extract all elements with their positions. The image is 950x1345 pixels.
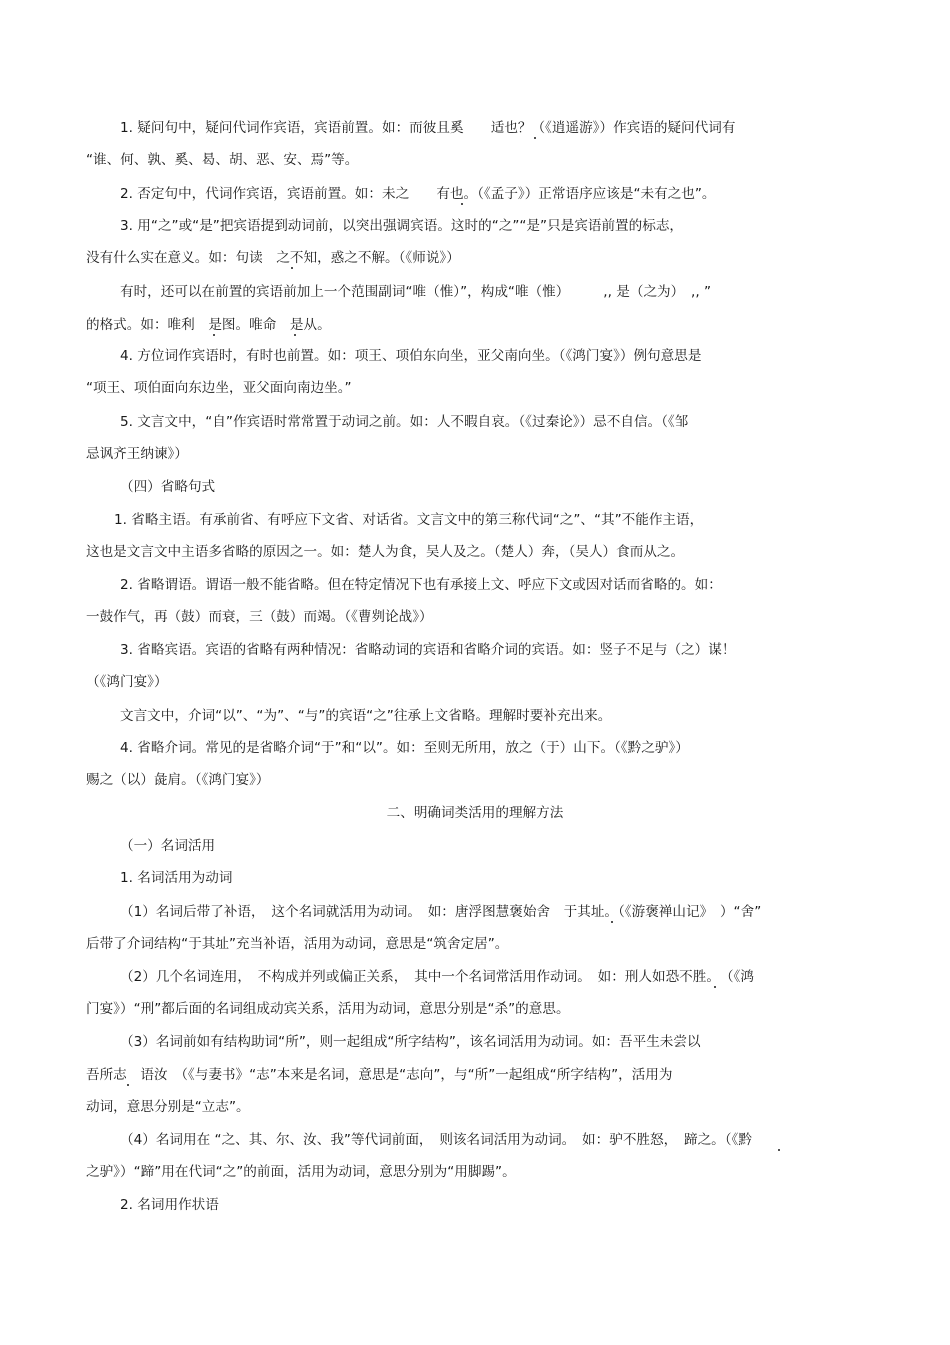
text-line: 2. 否定句中，代词作宾语，宾语前置。如：未之 有也。（《孟子》）正常语序应该是“未有之也”。	[120, 186, 716, 202]
emphasis-dot	[291, 267, 293, 269]
text-line: 有时，还可以在前置的宾语前加上一个范围副词“唯（惟）”，构成“唯（惟） ,, 是（之为） ,, ”	[120, 284, 712, 300]
section-heading: （一）名词活用	[120, 838, 216, 854]
sub-heading: 1. 名词活用为动词	[120, 870, 233, 886]
text-line: 2. 省略谓语。谓语一般不能省略。但在特定情况下也有承接上文、呼应下文或因对话而省略的。如：	[120, 577, 722, 593]
emphasis-dot	[461, 203, 463, 205]
emphasis-dot	[714, 986, 716, 988]
text-line: 1. 疑问句中，疑问代词作宾语，宾语前置。如：而彼且奚 适也？（《逍遥游》）作宾语的疑问代词有	[120, 120, 736, 136]
text-line: 赐之（以）彘肩。（《鸿门宴》）	[86, 772, 270, 788]
text-line: （3）名词前如有结构助词“所”，则一起组成“所字结构”，该名词活用为动词。如：吾平生未尝以	[120, 1034, 701, 1050]
text-line: 吾所志 语汝 （《与妻书》“志”本来是名词，意思是“志向”，与“所”一起组成“所字结构”，活用为	[86, 1067, 673, 1083]
text-line: “谁、何、孰、奚、曷、胡、恶、安、焉”等。	[86, 152, 359, 168]
text-line: 门宴》）“刑”都后面的名词组成动宾关系，活用为动词，意思分别是“杀”的意思。	[86, 1001, 570, 1017]
text-line: （《鸿门宴》）	[86, 674, 168, 690]
text-line: 忌讽齐王纳谏》）	[86, 446, 188, 462]
text-line: 1. 省略主语。有承前省、有呼应下文省、对话省。文言文中的第三称代词“之”、“其”不能作主语，	[114, 512, 704, 528]
text-line: 后带了介词结构“于其址”充当补语，活用为动词，意思是“筑舍定居”。	[86, 936, 509, 952]
sub-heading: 2. 名词用作状语	[120, 1197, 219, 1213]
text-line: （1）名词后带了补语， 这个名词就活用为动词。 如：唐浮图慧褒始舍 于其址。（《游褒禅山记》 ）“舍”	[120, 904, 762, 920]
text-line: “项王、项伯面向东边坐，亚父面向南边坐。”	[86, 380, 352, 396]
text-line: 动词，意思分别是“立志”。	[86, 1099, 250, 1115]
section-title: 二、明确词类活用的理解方法	[386, 805, 564, 821]
emphasis-dot	[127, 1084, 129, 1086]
section-heading: （四）省略句式	[120, 479, 216, 495]
emphasis-dot	[534, 137, 536, 139]
text-line: （2）几个名词连用， 不构成并列或偏正关系， 其中一个名词常活用作动词。 如：刑人如恐不胜。 （《鸿	[120, 969, 754, 985]
emphasis-dot	[611, 921, 613, 923]
text-line: 的格式。如：唯利 是图。唯命 是从。	[86, 317, 331, 333]
emphasis-dot	[294, 334, 296, 336]
text-line: 没有什么实在意义。如：句读 之不知，惑之不解。（《师说》）	[86, 250, 460, 266]
emphasis-dot	[778, 1149, 780, 1151]
text-line: 一鼓作气，再（鼓）而衰，三（鼓）而竭。（《曹刿论战》）	[86, 609, 433, 625]
text-line: 4. 方位词作宾语时，有时也前置。如：项王、项伯东向坐，亚父南向坐。（《鸿门宴》）例句意思是	[120, 348, 702, 364]
emphasis-dot	[213, 334, 215, 336]
text-line: 文言文中，介词“以”、“为”、“与”的宾语“之”往承上文省略。理解时要补充出来。	[120, 708, 612, 724]
text-line: 3. 省略宾语。宾语的省略有两种情况：省略动词的宾语和省略介词的宾语。如：竖子不足与（之）谋！	[120, 642, 736, 658]
text-line: （4）名词用在 “之、其、尔、汝、我”等代词前面， 则该名词活用为动词。 如：驴不胜怒， 蹄之。（《黔	[120, 1132, 752, 1148]
text-line: 这也是文言文中主语多省略的原因之一。如：楚人为食，吴人及之。（楚人）奔，（吴人）食而从之。	[86, 544, 685, 560]
text-line: 4. 省略介词。常见的是省略介词“于”和“以”。如：至则无所用，放之（于）山下。（《黔之驴》）	[120, 740, 689, 756]
text-line: 5. 文言文中，“自”作宾语时常常置于动词之前。如：人不暇自哀。（《过秦论》）忌不自信。（《邹	[120, 414, 689, 430]
text-line: 3. 用“之”或“是”把宾语提到动词前，以突出强调宾语。这时的“之”“是”只是宾语前置的标志，	[120, 218, 684, 234]
text-line: 之驴》）“蹄”用在代词“之”的前面，活用为动词，意思分别为“用脚踢”。	[86, 1164, 516, 1180]
